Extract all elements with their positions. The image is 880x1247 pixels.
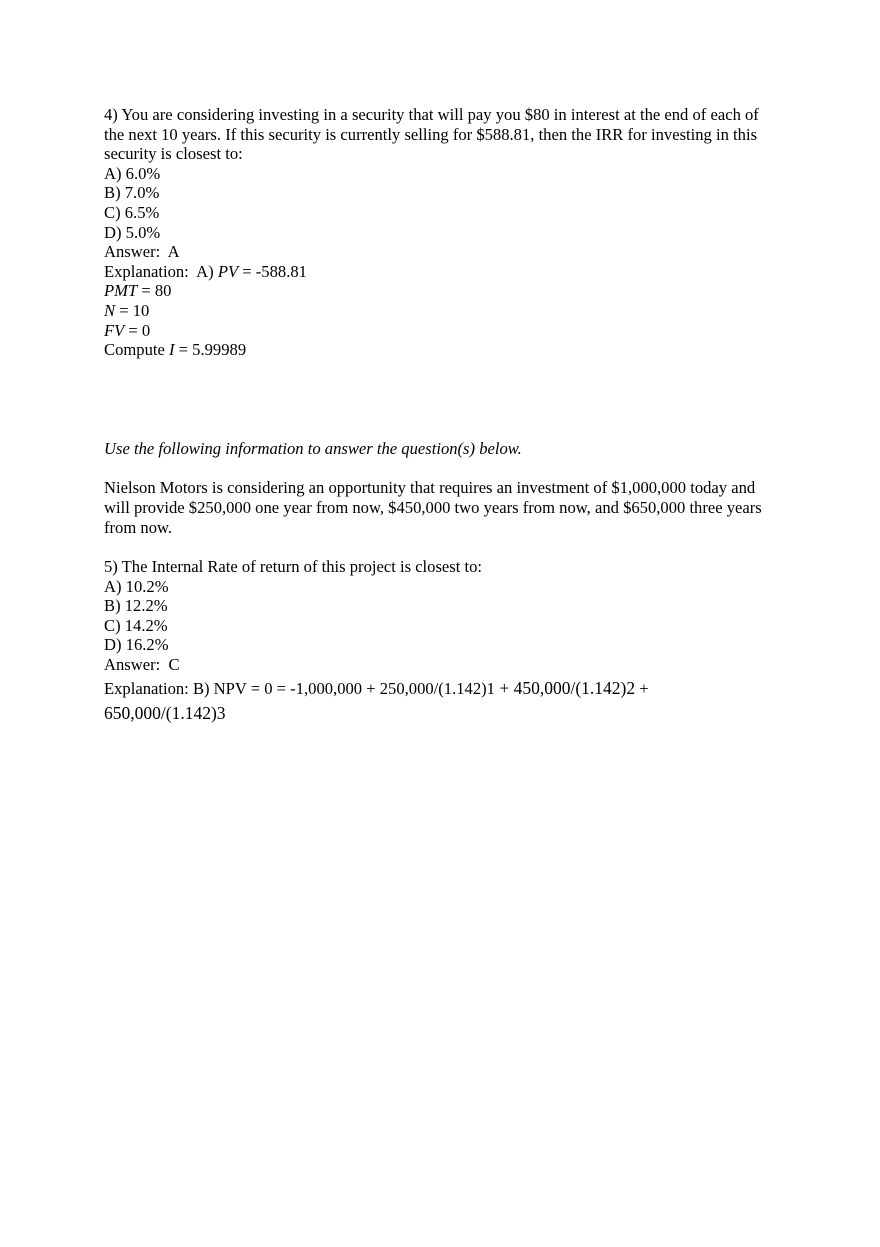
question-4-prompt: 4) You are considering investing in a security that will pay you $80 in interest at the end of each of the next 10 years. If this security is currently selling for $588.81, then the IRR for investing in this security is closest to: (104, 105, 759, 164)
question-4-explanation-pmt (104, 281, 784, 301)
question-5-option-a: A) 10.2% (104, 576, 169, 596)
scenario-context: Nielson Motors is considering an opportunity that requires an investment of $1,000,000 today and will provide $250,000 one year from now, $450,000 two years from now, and $650,000 three years from now. (104, 478, 762, 537)
explanation-plus: + (635, 678, 649, 698)
n-variable: N (104, 300, 116, 320)
question-4-explanation-n (104, 301, 784, 321)
question-5-option-d: D) 16.2% (104, 635, 169, 655)
explanation-term-2: + 450,000/(1.142)2 (494, 677, 636, 698)
question-4-answer: Answer: A (104, 242, 180, 262)
question-5-prompt: 5) The Internal Rate of return of this project is closest to: (104, 557, 483, 577)
question-4-explanation-fv (104, 321, 784, 341)
fv-value: = 0 (124, 320, 151, 340)
document-page (104, 105, 784, 726)
spacer (104, 458, 784, 478)
explanation-lead: Explanation: B) NPV = 0 = -1,000,000 + 250,000/(1.142)1 (104, 678, 495, 698)
question-5-answer: Answer: C (104, 655, 180, 675)
n-value: = 10 (115, 300, 150, 320)
question-4-option-b: B) 7.0% (104, 183, 160, 203)
instruction-text: Use the following information to answer the question(s) below. (104, 438, 522, 458)
fv-variable: FV (104, 320, 125, 340)
question-5-option-b: B) 12.2% (104, 596, 168, 616)
pmt-variable: PMT (104, 281, 138, 301)
spacer (104, 360, 784, 439)
i-value: = 5.99989 (174, 340, 247, 360)
i-variable: I (169, 340, 175, 360)
question-4-option-c: C) 6.5% (104, 202, 160, 222)
question-5 (104, 557, 784, 726)
question-4-option-a: A) 6.0% (104, 163, 161, 183)
pmt-value: = 80 (137, 281, 172, 301)
question-5-option-c: C) 14.2% (104, 615, 168, 635)
explanation-lead: Explanation: A) (104, 261, 218, 281)
pv-value: = -588.81 (238, 261, 307, 281)
question-4-option-d: D) 5.0% (104, 222, 161, 242)
explanation-term-3: 650,000/(1.142)3 (104, 702, 226, 723)
question-5-explanation (104, 676, 784, 726)
question-4-explanation-pv (104, 262, 784, 282)
spacer (104, 537, 784, 557)
question-4 (104, 105, 784, 360)
pv-variable: PV (217, 261, 239, 281)
question-4-explanation-compute (104, 340, 784, 360)
compute-lead: Compute (104, 340, 169, 360)
